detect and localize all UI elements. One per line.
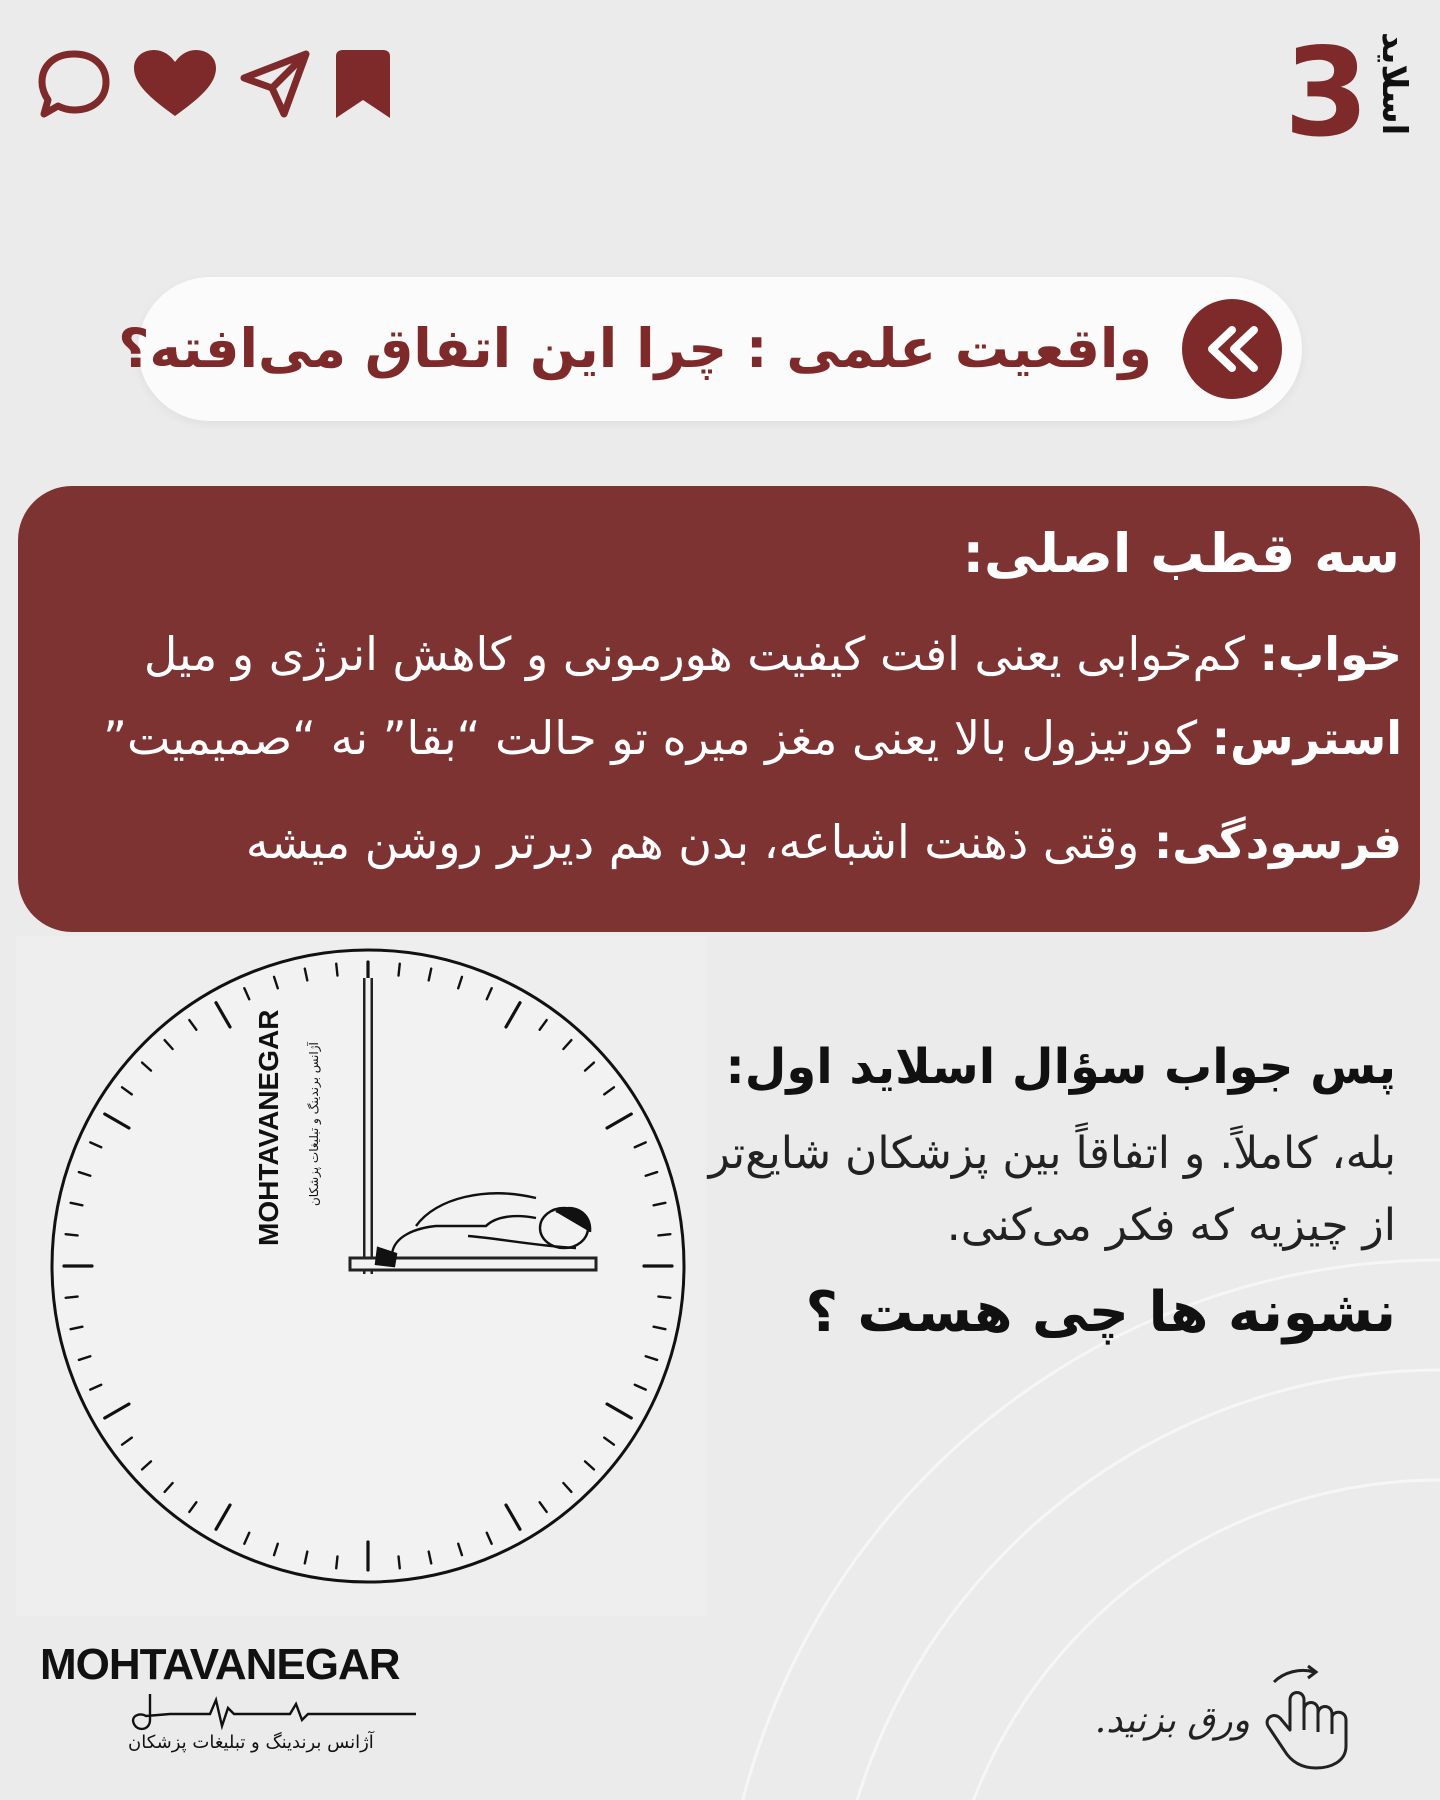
comment-icon[interactable] xyxy=(36,48,112,120)
card-item-burnout xyxy=(246,812,1402,872)
slide-number-badge xyxy=(1284,22,1414,164)
title-pill xyxy=(118,277,1302,421)
card-item-label: استرس: xyxy=(1211,711,1402,765)
hand-swipe-icon xyxy=(1260,1660,1390,1770)
clock-tick xyxy=(399,964,400,976)
card-item-sleep xyxy=(144,624,1402,684)
clock-tick xyxy=(336,964,337,976)
card-item-text: کم‌خوابی یعنی افت کیفیت هورمونی و کاهش انرژی و میل xyxy=(143,627,1260,681)
brand-logo xyxy=(40,1640,400,1760)
card-heading: سه قطب اصلی: xyxy=(962,522,1400,585)
social-actions xyxy=(36,48,396,120)
brand-tagline: آژانس برندینگ و تبلیغات پزشکان xyxy=(128,1732,374,1753)
clock-tick xyxy=(658,1234,670,1235)
ecg-line-icon xyxy=(90,1690,420,1734)
answer-question: نشونه ها چی هست ؟ xyxy=(805,1280,1396,1345)
swipe-hint-text: ورق بزنید. xyxy=(1094,1700,1250,1741)
double-chevron-left-icon xyxy=(1182,299,1282,399)
brand-name: MOHTAVANEGAR xyxy=(40,1640,400,1689)
send-icon[interactable] xyxy=(238,48,312,120)
watermark-logo: MOHTAVANEGAR xyxy=(253,1009,284,1246)
card-item-text: کورتیزول بالا یعنی مغز میره تو حالت “بقا” نه “صمیمیت” xyxy=(103,711,1212,765)
answer-block xyxy=(696,1034,1396,1352)
answer-heading: پس جواب سؤال اسلاید اول: xyxy=(725,1039,1396,1095)
clock-tick xyxy=(66,1234,78,1235)
swipe-hint[interactable] xyxy=(1090,1656,1390,1766)
clock-tick xyxy=(66,1297,78,1298)
card-item-text: وقتی ذهنت اشباعه، بدن هم دیرتر روشن میشه xyxy=(245,815,1154,869)
page-title: واقعیت علمی : چرا این اتفاق می‌افته؟ xyxy=(118,317,1152,380)
card-item-label: فرسودگی: xyxy=(1153,815,1402,869)
slide-label: اسلاید xyxy=(1374,32,1414,136)
heart-icon[interactable] xyxy=(130,48,220,120)
card-item-label: خواب: xyxy=(1259,627,1402,681)
clock-tick xyxy=(336,1556,337,1568)
clock-illustration xyxy=(16,936,706,1616)
clock-tick xyxy=(399,1556,400,1568)
slide-number: 3 xyxy=(1284,22,1369,164)
clock-tick xyxy=(658,1297,670,1298)
watermark-tagline: آژانس برندینگ و تبلیغات پزشکان xyxy=(307,1042,321,1206)
card-item-stress xyxy=(103,708,1402,768)
bookmark-icon[interactable] xyxy=(330,48,396,120)
answer-body: بله، کاملاً. و اتفاقاً بین پزشکان شایع‌تر از چیزیه که فکر می‌کنی. xyxy=(708,1128,1396,1251)
